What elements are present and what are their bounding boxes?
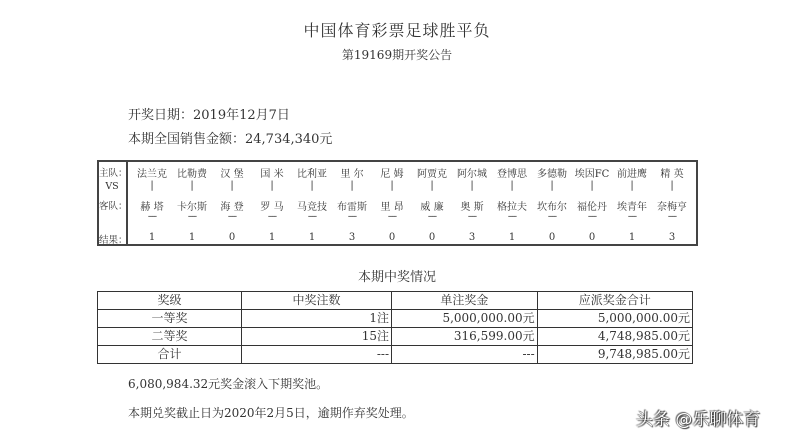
away-team: 坎布尔 xyxy=(537,202,567,213)
match-column xyxy=(132,162,172,244)
home-team: 阿贾克 xyxy=(417,169,447,180)
table-row xyxy=(98,328,693,346)
dash-line: ---- xyxy=(347,212,357,222)
vs-separator: | xyxy=(550,180,554,191)
vs-separator: | xyxy=(630,180,634,191)
home-team: 埃因FC xyxy=(574,169,610,180)
match-column xyxy=(612,162,652,244)
home-team: 比勒费 xyxy=(177,169,207,180)
total-prize: 4,748,985.00元 xyxy=(537,328,692,346)
match-column xyxy=(532,162,572,244)
away-team: 布雷斯 xyxy=(337,202,367,213)
away-team: 卡尔斯 xyxy=(177,202,207,213)
unit-prize: 316,599.00元 xyxy=(392,328,538,346)
away-team: 奈梅亨 xyxy=(657,202,687,213)
dash-line: ---- xyxy=(227,212,237,222)
match-result: 3 xyxy=(348,232,356,243)
vs-separator: | xyxy=(190,180,194,191)
winner-count: --- xyxy=(242,346,392,364)
dash-line: ---- xyxy=(587,212,597,222)
rollover-note: 6,080,984.32元奖金滚入下期奖池。 xyxy=(128,377,329,391)
home-team: 国 米 xyxy=(260,169,284,180)
dash-line: ---- xyxy=(627,212,637,222)
claim-deadline-note: 本期兑奖截止日为2020年2月5日，逾期作弃奖处理。 xyxy=(128,406,414,420)
unit-prize: --- xyxy=(392,346,538,364)
away-team: 福伦丹 xyxy=(577,202,607,213)
dash-line: ---- xyxy=(267,212,277,222)
home-team: 法兰克 xyxy=(137,169,167,180)
away-team: 里 昂 xyxy=(380,202,404,213)
match-columns xyxy=(128,162,696,244)
match-result: 0 xyxy=(428,232,436,243)
match-column xyxy=(172,162,212,244)
match-column xyxy=(412,162,452,244)
dash-line: ---- xyxy=(387,212,397,222)
away-team: 埃青年 xyxy=(617,202,647,213)
match-column xyxy=(492,162,532,244)
match-result: 3 xyxy=(468,232,476,243)
prize-table-header xyxy=(98,292,693,310)
watermark: 头条 @乐聊体育 xyxy=(636,410,761,430)
match-result: 3 xyxy=(668,232,676,243)
total-prize: 9,748,985.00元 xyxy=(537,346,692,364)
home-team: 比利亚 xyxy=(297,169,327,180)
table-row xyxy=(98,310,693,328)
vs-separator: | xyxy=(390,180,394,191)
issue-subtitle: 第19169期开奖公告 xyxy=(341,48,453,62)
match-result: 1 xyxy=(628,232,636,243)
match-column xyxy=(372,162,412,244)
match-result: 1 xyxy=(508,232,516,243)
match-column xyxy=(572,162,612,244)
match-result: 0 xyxy=(548,232,556,243)
away-team: 海 登 xyxy=(220,202,244,213)
home-team: 里 尔 xyxy=(340,169,364,180)
dash-line: ---- xyxy=(667,212,677,222)
column-header-count: 中奖注数 xyxy=(242,292,392,310)
away-team-label: 客队： xyxy=(99,201,128,212)
match-result: 1 xyxy=(308,232,316,243)
vs-label: VS xyxy=(105,181,119,192)
sales-amount: 本期全国销售金额：24,734,340元 xyxy=(128,132,333,147)
result-label: 结果： xyxy=(99,235,128,246)
match-result: 1 xyxy=(148,232,156,243)
table-row xyxy=(98,346,693,364)
dash-line: ---- xyxy=(427,212,437,222)
dash-line: ---- xyxy=(547,212,557,222)
dash-line: ---- xyxy=(307,212,317,222)
prize-table xyxy=(97,291,693,364)
column-header-level: 奖级 xyxy=(98,292,242,310)
match-column xyxy=(252,162,292,244)
vs-separator: | xyxy=(430,180,434,191)
match-row-labels xyxy=(99,162,128,244)
draw-date: 开奖日期：2019年12月7日 xyxy=(128,108,290,123)
prize-level: 一等奖 xyxy=(98,310,242,328)
match-result: 1 xyxy=(188,232,196,243)
prize-level: 二等奖 xyxy=(98,328,242,346)
column-header-unit-prize: 单注奖金 xyxy=(392,292,538,310)
vs-separator: | xyxy=(470,180,474,191)
match-result: 0 xyxy=(228,232,236,243)
vs-separator: | xyxy=(670,180,674,191)
match-column xyxy=(652,162,692,244)
dash-line: ---- xyxy=(467,212,477,222)
match-column xyxy=(292,162,332,244)
away-team: 罗 马 xyxy=(260,202,284,213)
page-title: 中国体育彩票足球胜平负 xyxy=(303,21,491,40)
home-team: 前进鹰 xyxy=(617,169,647,180)
home-team: 尼 姆 xyxy=(380,169,404,180)
prize-section-heading: 本期中奖情况 xyxy=(357,270,436,285)
home-team: 多德勒 xyxy=(537,169,567,180)
vs-separator: | xyxy=(270,180,274,191)
home-team: 汉 堡 xyxy=(220,169,244,180)
vs-separator: | xyxy=(350,180,354,191)
winner-count: 1注 xyxy=(242,310,392,328)
match-results-table xyxy=(97,160,698,246)
home-team: 精 英 xyxy=(660,169,684,180)
vs-separator: | xyxy=(230,180,234,191)
match-result: 0 xyxy=(588,232,596,243)
home-team-label: 主队： xyxy=(99,168,128,179)
vs-separator: | xyxy=(590,180,594,191)
dash-line: ---- xyxy=(147,212,157,222)
column-header-total-prize: 应派奖金合计 xyxy=(537,292,692,310)
home-team: 阿尔城 xyxy=(457,169,487,180)
vs-separator: | xyxy=(150,180,154,191)
away-team: 格拉夫 xyxy=(497,202,527,213)
unit-prize: 5,000,000.00元 xyxy=(392,310,538,328)
vs-separator: | xyxy=(310,180,314,191)
match-column xyxy=(332,162,372,244)
away-team: 赫 塔 xyxy=(140,202,164,213)
away-team: 马竞技 xyxy=(297,202,327,213)
prize-level: 合计 xyxy=(98,346,242,364)
vs-separator: | xyxy=(510,180,514,191)
winner-count: 15注 xyxy=(242,328,392,346)
total-prize: 5,000,000.00元 xyxy=(537,310,692,328)
match-column xyxy=(212,162,252,244)
match-result: 0 xyxy=(388,232,396,243)
match-result: 1 xyxy=(268,232,276,243)
dash-line: ---- xyxy=(507,212,517,222)
dash-line: ---- xyxy=(187,212,197,222)
match-column xyxy=(452,162,492,244)
away-team: 威 廉 xyxy=(420,202,444,213)
away-team: 奥 斯 xyxy=(460,202,484,213)
home-team: 登博思 xyxy=(497,169,527,180)
